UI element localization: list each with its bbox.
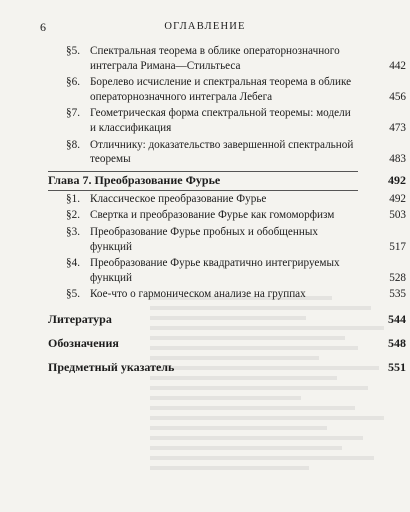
toc-entry[interactable] <box>0 138 410 167</box>
section-number: §4. <box>66 257 80 270</box>
chapter-title: Глава 7. Преобразование Фурье <box>48 172 221 187</box>
section-title: Преобразование Фурье пробных и обобщенных функций <box>90 225 318 253</box>
running-title: ОГЛАВЛЕНИЕ <box>164 21 246 32</box>
section-page: 473 <box>389 121 406 134</box>
section-title: Классическое преобразование Фурье <box>90 192 267 205</box>
section-title: Кое-что о гармоническом анализе на группах <box>90 288 306 301</box>
section-page: 503 <box>389 209 406 222</box>
toc-entry[interactable] <box>0 44 410 73</box>
section-title: Преобразование Фурье квадратично интегрируемых функций <box>90 257 340 284</box>
page-header <box>0 20 410 36</box>
entry-title: Литература <box>48 311 112 326</box>
section-number: §5. <box>66 45 80 57</box>
entry-title: Предметный указатель <box>48 359 175 374</box>
chapter-heading[interactable] <box>48 172 406 188</box>
toc-entry[interactable] <box>0 75 410 104</box>
chapter-block <box>48 171 406 191</box>
section-page: 528 <box>389 271 406 284</box>
section-title: Борелево исчисление и спектральная теорема в облике операторнозначного интеграла Лебега <box>90 76 352 103</box>
section-page: 517 <box>389 240 406 253</box>
toc-entry[interactable] <box>0 225 410 254</box>
section-page: 483 <box>389 153 406 166</box>
section-page: 492 <box>389 192 406 205</box>
section-title: Отличнику: доказательство завершенной спектральной теоремы <box>90 138 354 166</box>
entry-title: Обозначения <box>48 335 119 350</box>
toc-entry[interactable] <box>0 192 410 207</box>
chapter-page: 492 <box>388 172 406 187</box>
section-page: 456 <box>389 90 406 103</box>
section-title: Спектральная теорема в облике операторнозначного интеграла Римана—Стильтьеса <box>90 45 340 72</box>
toc-entry[interactable] <box>0 208 410 223</box>
section-number: §6. <box>66 76 80 89</box>
page-number: 6 <box>40 20 46 34</box>
section-title: Геометрическая форма спектральной теоремы: модели и классификация <box>90 107 351 134</box>
section-number: §7. <box>66 107 80 120</box>
section-number: §1. <box>66 192 80 205</box>
entry-page: 544 <box>388 311 406 326</box>
section-number: §5. <box>66 288 80 301</box>
toc-entry[interactable] <box>0 256 410 285</box>
section-page: 535 <box>389 288 406 301</box>
section-title: Свертка и преобразование Фурье как гомоморфизм <box>90 209 335 222</box>
section-number: §2. <box>66 209 80 222</box>
toc-entry[interactable] <box>0 106 410 135</box>
entry-page: 551 <box>388 359 406 374</box>
entry-page: 548 <box>388 335 406 350</box>
section-number: §8. <box>66 138 80 151</box>
bleed-through-texture <box>150 290 410 512</box>
section-number: §3. <box>66 225 80 238</box>
section-page: 442 <box>389 59 406 72</box>
